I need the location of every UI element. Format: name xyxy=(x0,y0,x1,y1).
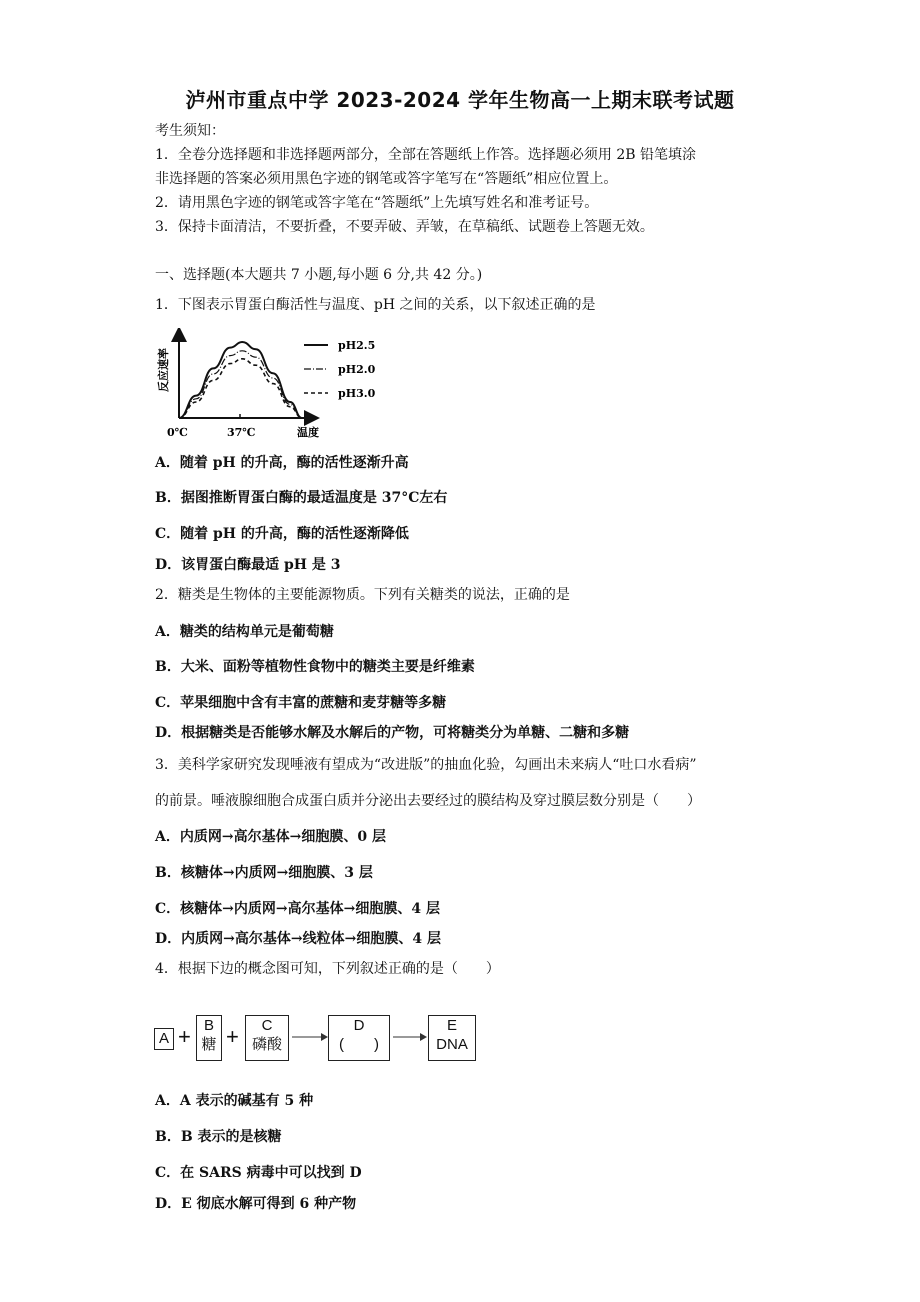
arrow-c-to-d xyxy=(291,1030,329,1044)
page-title: 泸州市重点中学 2023-2024 学年生物高一上期末联考试题 xyxy=(185,88,735,112)
notice-line-3: 3．保持卡面清洁，不要折叠，不要弄破、弄皱，在草稿纸、试题卷上答题无效。 xyxy=(155,219,654,235)
enzyme-activity-chart xyxy=(152,328,392,443)
series-line-ph2-0 xyxy=(179,351,302,418)
x-tick-0: 0℃ xyxy=(167,426,188,439)
q3-stem-line-1: 3．美科学家研究发现唾液有望成为“改进版”的抽血化验，勾画出未来病人“吐口水看病” xyxy=(155,757,697,773)
q3-option-c: C．核糖体→内质网→高尔基体→细胞膜、4 层 xyxy=(155,901,440,917)
q2-option-b: B．大米、面粉等植物性食物中的糖类主要是纤维素 xyxy=(155,659,475,675)
notice-line-2: 2．请用黑色字迹的钢笔或答字笔在“答题纸”上先填写姓名和准考证号。 xyxy=(155,195,599,211)
plus-sign-2: + xyxy=(226,1024,239,1049)
concept-diagram xyxy=(150,1010,490,1065)
node-e xyxy=(428,1015,476,1061)
series-line-ph3-0 xyxy=(179,359,302,418)
q2-option-c: C．苹果细胞中含有丰富的蔗糖和麦芽糖等多糖 xyxy=(155,695,447,711)
node-b-sub: 糖 xyxy=(201,1036,217,1053)
q4-option-b: B．B 表示的是核糖 xyxy=(155,1129,282,1145)
node-b xyxy=(196,1015,222,1061)
node-c-sub: 磷酸 xyxy=(251,1036,282,1053)
q4-option-d: D．E 彻底水解可得到 6 种产物 xyxy=(155,1196,357,1212)
q4-option-c: C．在 SARS 病毒中可以找到 D xyxy=(155,1165,362,1181)
section-heading: 一、选择题(本大题共 7 小题,每小题 6 分,共 42 分。) xyxy=(155,267,483,283)
q2-option-d: D．根据糖类是否能够水解及水解后的产物，可将糖类分为单糖、二糖和多糖 xyxy=(155,725,630,741)
notice-heading: 考生须知： xyxy=(155,123,225,139)
q1-option-c: C．随着 pH 的升高，酶的活性逐渐降低 xyxy=(155,526,409,542)
node-d-label: D xyxy=(353,1017,365,1034)
notice-line-1: 1．全卷分选择题和非选择题两部分，全部在答题纸上作答。选择题必须用 2B 铅笔填涂 xyxy=(155,147,697,163)
x-axis-label: 温度 xyxy=(297,426,319,439)
node-e-sub: DNA xyxy=(436,1036,468,1053)
node-c-label: C xyxy=(261,1017,273,1034)
plus-sign-1: + xyxy=(178,1024,191,1049)
q4-stem: 4．根据下边的概念图可知，下列叙述正确的是（ ） xyxy=(155,961,500,977)
q1-option-d: D．该胃蛋白酶最适 pH 是 3 xyxy=(155,557,341,573)
node-b-label: B xyxy=(203,1017,214,1034)
q3-option-d: D．内质网→高尔基体→线粒体→细胞膜、4 层 xyxy=(155,931,441,947)
legend-label-ph2-0: pH2.0 xyxy=(338,363,376,376)
x-tick-37: 37℃ xyxy=(227,426,256,439)
q3-stem-line-2: 的前景。唾液腺细胞合成蛋白质并分泌出去要经过的膜结构及穿过膜层数分别是（ ） xyxy=(155,793,701,809)
node-a: A xyxy=(154,1028,174,1050)
q1-option-b: B．据图推断胃蛋白酶的最适温度是 37°C左右 xyxy=(155,490,448,506)
legend-label-ph2-5: pH2.5 xyxy=(338,339,376,352)
node-d xyxy=(328,1015,390,1061)
y-axis-label: 反应速率 xyxy=(157,348,170,392)
q2-stem: 2．糖类是生物体的主要能源物质。下列有关糖类的说法，正确的是 xyxy=(155,587,570,603)
node-c xyxy=(245,1015,289,1061)
q2-option-a: A．糖类的结构单元是葡萄糖 xyxy=(155,624,334,640)
notice-line-1b: 非选择题的答案必须用黑色字迹的钢笔或答字笔写在“答题纸”相应位置上。 xyxy=(155,171,618,187)
q1-option-a: A．随着 pH 的升高，酶的活性逐渐升高 xyxy=(155,455,409,471)
arrow-d-to-e xyxy=(392,1030,428,1044)
legend-label-ph3-0: pH3.0 xyxy=(338,387,376,400)
node-e-label: E xyxy=(446,1017,457,1034)
node-d-blank: ( ) xyxy=(339,1036,379,1053)
q3-option-b: B．核糖体→内质网→细胞膜、3 层 xyxy=(155,865,373,881)
q4-option-a: A．A 表示的碱基有 5 种 xyxy=(155,1093,314,1109)
q3-option-a: A．内质网→高尔基体→细胞膜、0 层 xyxy=(155,829,386,845)
q1-stem: 1．下图表示胃蛋白酶活性与温度、pH 之间的关系，以下叙述正确的是 xyxy=(155,297,596,313)
series-line-ph2-5 xyxy=(179,342,302,418)
